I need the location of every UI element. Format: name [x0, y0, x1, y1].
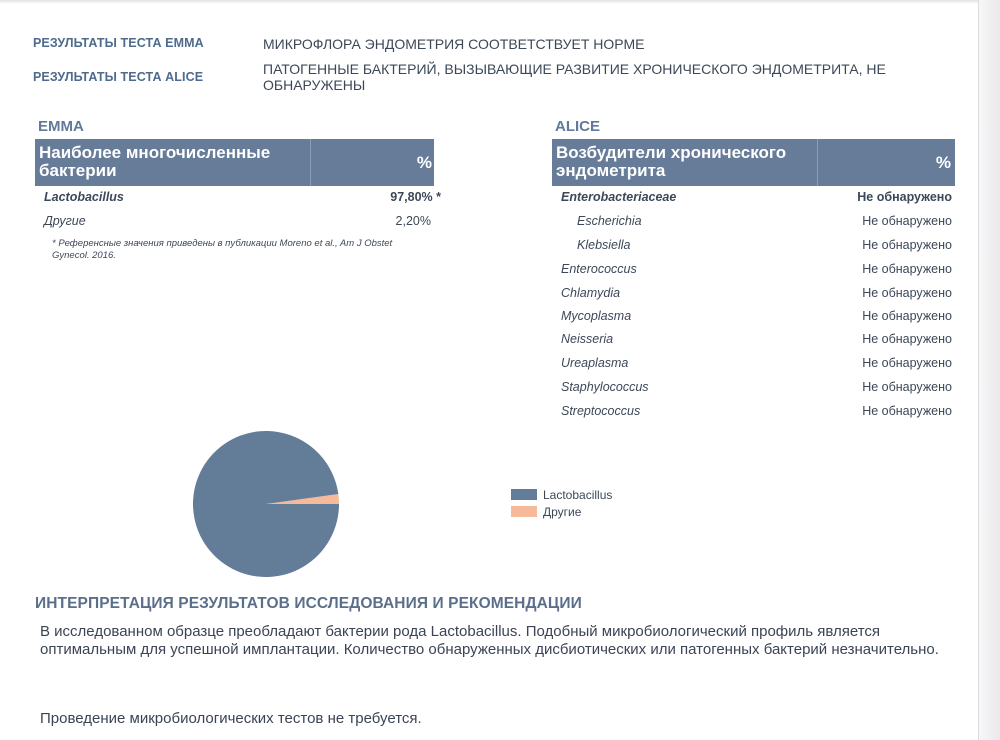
alice-table-header	[552, 139, 955, 186]
emma-header-pct: %	[416, 152, 432, 172]
alice-row-name: Escherichia	[577, 214, 642, 228]
emma-header-name: Наиболее многочисленные бактерии	[35, 139, 311, 186]
alice-result-label: РЕЗУЛЬТАТЫ ТЕСТА ALICE	[33, 70, 204, 84]
alice-result-value: ПАТОГЕННЫЕ БАКТЕРИЙ, ВЫЗЫВАЮЩИЕ РАЗВИТИЕ ХРОНИЧЕСКОГО ЭНДОМЕТРИТА, НЕ ОБНАРУЖЕНЫ	[263, 61, 886, 93]
alice-row-value: Не обнаружено	[862, 309, 952, 323]
legend-label: Lactobacillus	[543, 488, 613, 502]
emma-row-value: 2,20%	[395, 214, 431, 228]
reference-footnote: * Референсные значения приведены в публикации Moreno et al., Am J Obstet Gynecol. 2016.	[52, 238, 393, 261]
legend-swatch	[511, 506, 537, 517]
alice-row-value: Не обнаружено	[862, 286, 952, 300]
alice-row-value: Не обнаружено	[862, 238, 952, 252]
legend-swatch	[511, 489, 537, 500]
legend-label: Другие	[543, 505, 582, 519]
alice-row-name: Staphylococcus	[561, 380, 649, 394]
alice-row-value: Не обнаружено	[862, 262, 952, 276]
alice-row-name: Enterobacteriaceae	[561, 190, 677, 204]
alice-row-value: Не обнаружено	[862, 380, 952, 394]
interpretation-paragraph: В исследованном образце преобладают бактерии рода Lactobacillus. Подобный микробиологический профиль является оптимальным для успешной имплантации. Количество обнаруженных дисбиотических или патогенных бактерий незначительно.	[40, 623, 939, 658]
emma-result-label: РЕЗУЛЬТАТЫ ТЕСТА EMMA	[33, 36, 204, 50]
top-shadow	[0, 0, 978, 4]
alice-row-value: Не обнаружено	[862, 332, 952, 346]
bacteria-pie-chart	[190, 428, 350, 580]
alice-row-value: Не обнаружено	[862, 356, 952, 370]
alice-row-name: Neisseria	[561, 332, 614, 346]
interpretation-title: ИНТЕРПРЕТАЦИЯ РЕЗУЛЬТАТОВ ИССЛЕДОВАНИЯ И РЕКОМЕНДАЦИИ	[35, 595, 582, 612]
alice-row-value: Не обнаружено	[857, 190, 952, 204]
emma-row-name: Другие	[44, 214, 86, 228]
emma-result-value: МИКРОФЛОРА ЭНДОМЕТРИЯ СООТВЕТСТВУЕТ НОРМЕ	[263, 36, 645, 52]
alice-row-name: Mycoplasma	[561, 309, 632, 323]
alice-title: ALICE	[555, 118, 600, 135]
alice-row-name: Streptococcus	[561, 404, 641, 418]
alice-row-value: Не обнаружено	[862, 404, 952, 418]
emma-title: EMMA	[38, 118, 84, 135]
alice-row-name: Chlamydia	[561, 286, 621, 300]
emma-row-value: 97,80% *	[390, 190, 441, 204]
alice-row-value: Не обнаружено	[862, 214, 952, 228]
alice-header-pct: %	[935, 152, 951, 172]
legend-item-other	[511, 505, 581, 519]
emma-row-name: Lactobacillus	[44, 190, 124, 204]
alice-row-name: Ureaplasma	[561, 356, 629, 370]
legend-item-lactobacillus	[511, 488, 612, 502]
emma-table-header	[35, 139, 434, 186]
alice-row-name: Klebsiella	[577, 238, 631, 252]
page-edge	[978, 0, 1000, 740]
recommendation-paragraph: Проведение микробиологических тестов не требуется.	[40, 710, 422, 727]
alice-row-name: Enterococcus	[561, 262, 637, 276]
pie-slice-lactobacillus	[193, 431, 339, 577]
alice-header-name: Возбудители хронического эндометрита	[552, 139, 818, 186]
